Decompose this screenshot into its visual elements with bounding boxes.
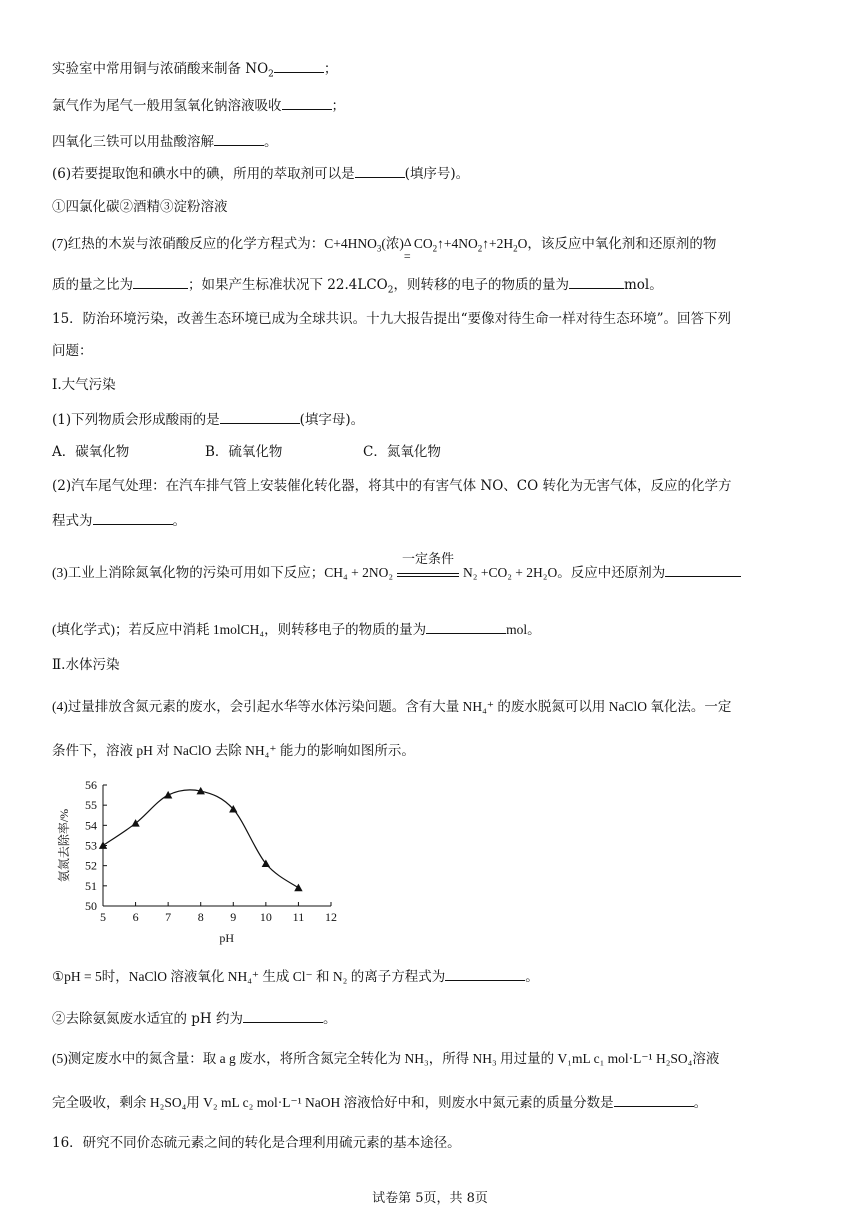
- y-tick-label: 50: [85, 899, 97, 913]
- page-footer: 试卷第 5页，共 8页: [372, 1191, 488, 1206]
- answer-blank[interactable]: [214, 131, 264, 146]
- options-row: [52, 442, 441, 462]
- y-tick-label: 56: [85, 778, 97, 792]
- x-tick-label: 11: [292, 910, 305, 924]
- y-tick-label: 51: [85, 878, 97, 893]
- answer-blank[interactable]: [274, 58, 324, 73]
- option-b: B．硫氧化物: [205, 444, 283, 460]
- equation-line-7: (7)红热的木炭与浓硝酸反应的化学方程式为：$C+4HNO_3$(浓) Δ = $CO_2↑+4NO_2↑+2H_2O$，该反应中氧化剂和还原剂的物: [52, 235, 717, 263]
- part-1: (1)下列物质会形成酸雨的是 (填字母)。: [52, 409, 364, 430]
- text-line-5: ①四氯化碳②酒精③淀粉溶液: [52, 199, 228, 215]
- x-tick-label: 9: [230, 910, 237, 924]
- answer-blank[interactable]: [133, 274, 188, 289]
- x-tick-label: 6: [132, 910, 139, 924]
- part-4-q1: ①pH = 5时，NaClO 溶液氧化 NH₄⁺ 生成 Cl⁻ 和 N₂ 的离子方程式为 。: [52, 966, 539, 987]
- option-c: C．氮氧化物: [363, 444, 441, 460]
- part-2-cont: 程式为 。: [52, 510, 186, 531]
- part-2: (2)汽车尾气处理：在汽车排气管上安装催化转化器，将其中的有害气体 NO、CO 转化为无害气体，反应的化学方: [52, 478, 732, 494]
- data-point: [294, 884, 302, 892]
- data-point: [164, 791, 172, 799]
- x-tick-label: 10: [259, 910, 272, 924]
- y-tick-label: 54: [85, 818, 97, 833]
- text-line-3: 四氧化三铁可以用盐酸溶解 。: [52, 131, 278, 152]
- part-4-q2: ②去除氨氮废水适宜的 pH 约为 。: [52, 1008, 337, 1029]
- answer-blank[interactable]: [665, 562, 741, 577]
- answer-blank[interactable]: [220, 409, 300, 424]
- section-water-pollution: Ⅱ.水体污染: [52, 657, 120, 673]
- question-15-cont: 问题：: [52, 343, 93, 359]
- text-line-2: 氯气作为尾气一般用氢氧化钠溶液吸收 ；: [52, 95, 345, 116]
- x-tick-label: 12: [325, 910, 337, 924]
- answer-blank[interactable]: [445, 966, 525, 981]
- part-5: (5)测定废水中的氮含量：取 a g 废水，将所含氮完全转化为 NH₃，所得 NH₃ 用过量的 V₁mL c₁ mol·L⁻¹ H₂SO₄溶液: [52, 1051, 720, 1066]
- answer-blank[interactable]: [355, 163, 405, 178]
- part-5-cont: 完全吸收，剩余 H₂SO₄用 V₂ mL c₂ mol·L⁻¹ NaOH 溶液恰好中和，则废水中氮元素的质量分数是 。: [52, 1092, 707, 1113]
- question-15: 15．防治环境污染，改善生态环境已成为全球共识。十九大报告提出“要像对待生命一样对待生态环境”。回答下列: [52, 311, 731, 327]
- answer-blank[interactable]: [243, 1008, 323, 1023]
- section-air-pollution: Ⅰ.大气污染: [52, 377, 116, 393]
- series-line: [103, 790, 298, 888]
- answer-blank[interactable]: [569, 274, 624, 289]
- reaction-condition: 一定条件: [397, 565, 459, 577]
- y-axis-label: 氨氮去除率/%: [57, 808, 71, 883]
- text-line-7b: 质的量之比为 ；如果产生标准状况下 $22.4LCO_2$，则转移的电子的物质的量为 mol。: [52, 274, 663, 301]
- text-line-4: (6)若要提取饱和碘水中的碘，所用的萃取剂可以是 (填序号)。: [52, 163, 469, 184]
- option-a: A．碳氧化物: [52, 444, 130, 460]
- ammonia-removal-chart: [48, 772, 348, 952]
- y-tick-label: 53: [85, 838, 97, 853]
- part-4-cont: 条件下，溶液 pH 对 NaClO 去除 NH₄⁺ 能力的影响如图所示。: [52, 743, 415, 758]
- x-tick-label: 7: [165, 910, 172, 924]
- part-3-cont: (填化学式)；若反应中消耗 1molCH₄，则转移电子的物质的量为 mol。: [52, 619, 541, 640]
- answer-blank[interactable]: [426, 619, 506, 634]
- x-tick-label: 8: [197, 910, 204, 924]
- x-axis-label: pH: [219, 931, 235, 945]
- x-tick-label: 5: [100, 910, 106, 924]
- y-tick-label: 55: [85, 798, 97, 813]
- part-3: (3)工业上消除氮氧化物的污染可用如下反应；CH₄ + 2NO₂ 一定条件 N₂ +CO₂ + 2H₂O。反应中还原剂为: [52, 562, 741, 583]
- answer-blank[interactable]: [282, 95, 332, 110]
- answer-blank[interactable]: [614, 1092, 694, 1107]
- text-line-1: 实验室中常用铜与浓硝酸来制备 $NO_2$ ；: [52, 58, 337, 85]
- part-4: (4)过量排放含氮元素的废水，会引起水华等水体污染问题。含有大量 NH₄⁺ 的废水脱氮可以用 NaClO 氧化法。一定: [52, 699, 732, 714]
- answer-blank[interactable]: [93, 510, 173, 525]
- question-16: 16．研究不同价态硫元素之间的转化是合理利用硫元素的基本途径。: [52, 1135, 461, 1151]
- y-tick-label: 52: [85, 858, 97, 873]
